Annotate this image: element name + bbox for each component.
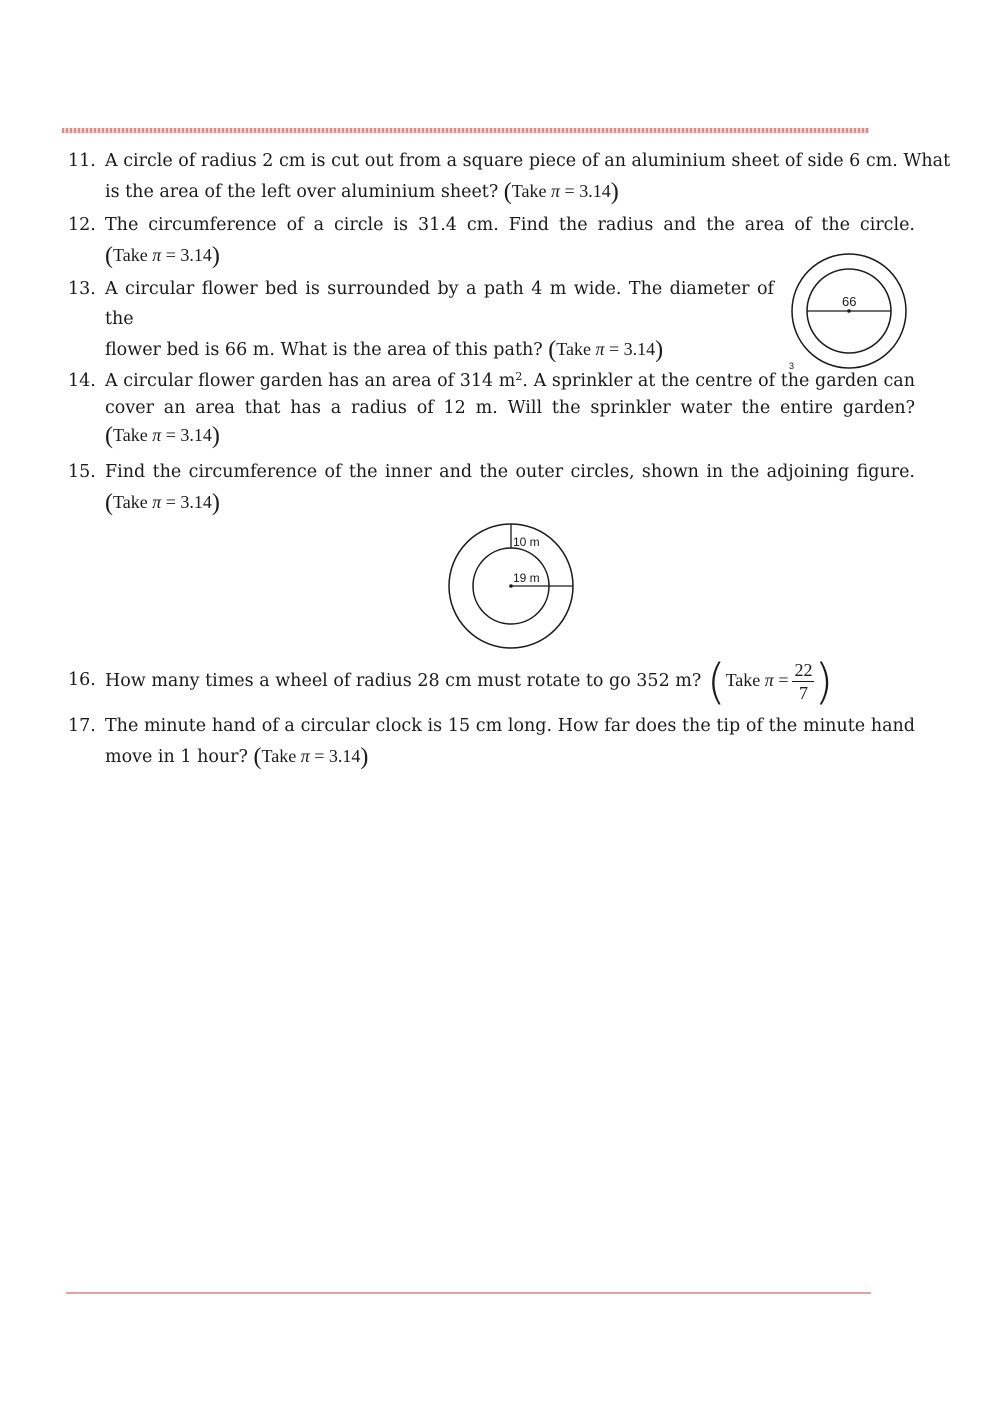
question-text: A circular flower bed is surrounded by a path 4 m wide. The diameter of the — [105, 279, 774, 329]
question-number: 12. — [68, 215, 96, 235]
question-number: 16. — [68, 670, 96, 690]
center-dot — [847, 309, 851, 313]
question-text-cont: move in 1 hour? (Take π = 3.14) — [105, 744, 369, 770]
question-text: The circumference of a circle is 31.4 cm. Find the radius and the area of the circle. — [105, 215, 915, 235]
diameter-label: 66 — [842, 294, 857, 309]
footer-rule — [66, 1292, 871, 1294]
pi-note: (Take π = 3.14) — [105, 243, 220, 269]
pi-note: (Take π = 3.14) — [548, 337, 664, 363]
pi-fraction: $\frac{22}{7}$ — [794, 660, 813, 704]
question-text: A circle of radius 2 cm is cut out from a square piece of an aluminium sheet of side 6 cm. What — [105, 151, 951, 171]
pi-note: (Take π = $\frac{22}{7}$ ) — [706, 653, 834, 710]
question-text-cont: is the area of the left over aluminium sheet? (Take π = 3.14) — [105, 179, 619, 205]
flower-bed-figure — [785, 250, 915, 370]
partial-label: 3 — [789, 361, 795, 370]
question-number: 14. — [68, 371, 96, 391]
question-number: 15. — [68, 462, 96, 482]
question-number: 17. — [68, 716, 96, 736]
question-text: How many times a wheel of radius 28 cm must rotate to go 352 m? — [105, 671, 702, 691]
header-rule — [62, 128, 869, 133]
question-text: The minute hand of a circular clock is 15 cm long. How far does the tip of the minute hand — [105, 716, 915, 736]
pi-note: (Take π = 3.14) — [503, 179, 619, 205]
pi-note: (Take π = 3.14) — [105, 423, 220, 449]
question-text: Find the circumference of the inner and the outer circles, shown in the adjoining figure. — [105, 462, 915, 482]
question-text: A circular flower garden has an area of 314 $m^2$. A sprinkler at the centre of the garden can — [105, 370, 915, 391]
inner-label: 19 m — [513, 571, 540, 585]
rings-figure — [445, 522, 580, 652]
pi-note: (Take π = 3.14) — [105, 490, 220, 516]
question-number: 13. — [68, 279, 96, 299]
pi-note: (Take π = 3.14) — [253, 744, 369, 770]
outer-label: 10 m — [513, 535, 540, 549]
question-number: 11. — [68, 151, 96, 171]
question-text-cont: flower bed is 66 m. What is the area of this path? (Take π = 3.14) — [105, 337, 664, 363]
question-text-cont: cover an area that has a radius of 12 m. Will the sprinkler water the entire garden? — [105, 398, 915, 418]
